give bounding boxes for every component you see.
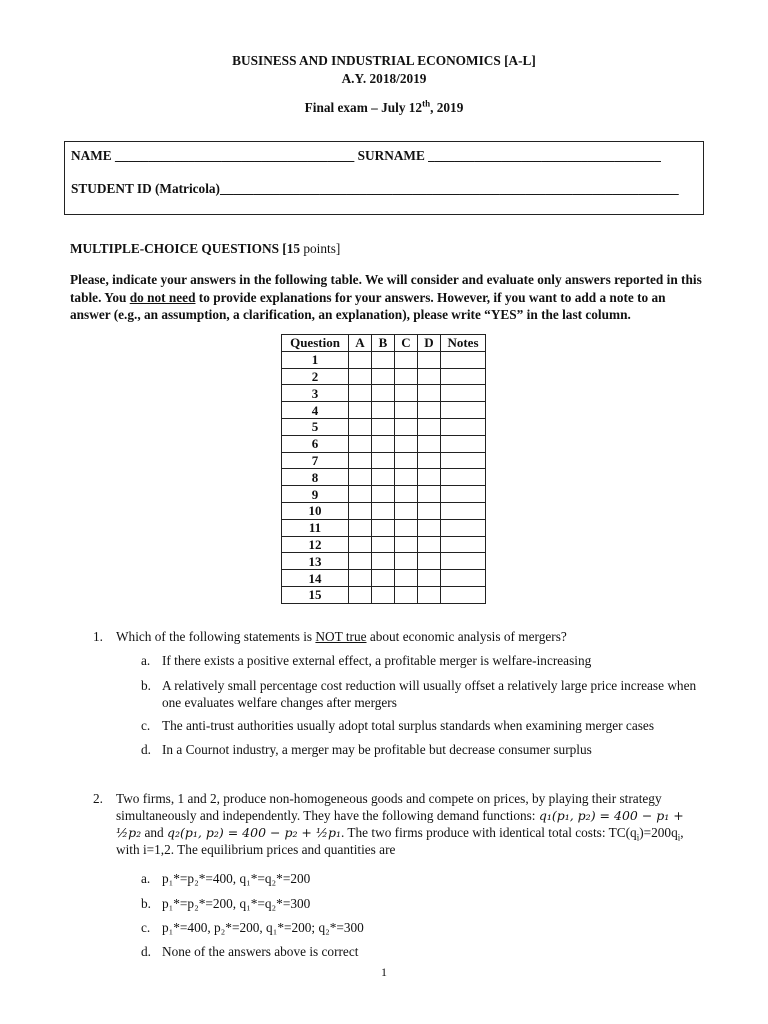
- answer-row: [282, 402, 486, 419]
- instructions-underlined: do not need: [129, 289, 196, 305]
- header-notes: Notes: [441, 335, 486, 352]
- answer-cell-d[interactable]: [418, 452, 441, 469]
- answer-cell-d[interactable]: [418, 385, 441, 402]
- q1-stem-prefix: Which of the following statements is: [116, 629, 316, 644]
- answer-row: [282, 486, 486, 503]
- q2-stem-line4: with i=1,2. The equilibrium prices and quantities are: [116, 842, 396, 857]
- student-info-box: [64, 141, 704, 215]
- answer-cell-c[interactable]: [395, 536, 418, 553]
- answer-cell-b[interactable]: [372, 452, 395, 469]
- answer-cell-a[interactable]: [349, 536, 372, 553]
- q2-option-a-letter: a.: [141, 871, 151, 886]
- answer-cell-d[interactable]: [418, 418, 441, 435]
- q2-option-b: [141, 895, 703, 912]
- answer-cell-b[interactable]: [372, 570, 395, 587]
- answer-table-header: [282, 335, 486, 352]
- answer-cell-c[interactable]: [395, 385, 418, 402]
- notes-cell[interactable]: [441, 385, 486, 402]
- answer-cell-b[interactable]: [372, 435, 395, 452]
- answer-cell-a[interactable]: [349, 351, 372, 368]
- header-question: Question: [282, 335, 349, 352]
- answer-cell-d[interactable]: [418, 502, 441, 519]
- answer-row-question-number: 5: [282, 418, 349, 435]
- answer-cell-a[interactable]: [349, 553, 372, 570]
- q2-option-d-letter: d.: [141, 944, 151, 959]
- q2-demand1-b: ½p₂: [116, 825, 142, 840]
- answer-cell-b[interactable]: [372, 486, 395, 503]
- academic-year: A.Y. 2018/2019: [341, 71, 427, 86]
- q1-stem-suffix: about economic analysis of mergers?: [366, 629, 567, 644]
- q2-option-d: [141, 943, 703, 960]
- q2-and-word: and: [141, 825, 167, 840]
- q2-option-c-letter: c.: [141, 920, 151, 935]
- answer-cell-c[interactable]: [395, 351, 418, 368]
- answer-cell-c[interactable]: [395, 435, 418, 452]
- mcq-section-title: [70, 241, 340, 257]
- answer-cell-a[interactable]: [349, 570, 372, 587]
- answer-row-question-number: 14: [282, 570, 349, 587]
- answer-row: [282, 553, 486, 570]
- answer-cell-a[interactable]: [349, 368, 372, 385]
- answer-cell-b[interactable]: [372, 536, 395, 553]
- answer-row-question-number: 10: [282, 502, 349, 519]
- answer-cell-a[interactable]: [349, 435, 372, 452]
- answer-row-question-number: 4: [282, 402, 349, 419]
- answer-cell-d[interactable]: [418, 486, 441, 503]
- q2-option-b-text: p₁*=p₂*=200, q₁*=q₂*=300: [162, 896, 311, 911]
- q1-option-a-text: If there exists a positive external effect, a profitable merger is welfare-increasing: [162, 653, 592, 668]
- notes-cell[interactable]: [441, 418, 486, 435]
- q2-option-a-text: p₁*=p₂*=400, q₁*=q₂*=200: [162, 871, 311, 886]
- answer-cell-d[interactable]: [418, 469, 441, 486]
- q1-option-c-text: The anti-trust authorities usually adopt total surplus standards when examining merger cases: [162, 718, 654, 733]
- answer-cell-b[interactable]: [372, 402, 395, 419]
- answer-cell-b[interactable]: [372, 351, 395, 368]
- notes-cell[interactable]: [441, 536, 486, 553]
- answer-row: [282, 586, 486, 603]
- q1-option-d-letter: d.: [141, 742, 151, 757]
- answer-row-question-number: 9: [282, 486, 349, 503]
- instructions-part1: Please, indicate your answers in the following table. We will consider and evaluate only answers reported in this table. You: [70, 272, 702, 305]
- exam-date-prefix: Final exam – July 12: [304, 100, 423, 115]
- q2-costs-sub2: i: [677, 832, 681, 843]
- answer-cell-a[interactable]: [349, 519, 372, 536]
- answer-cell-c[interactable]: [395, 586, 418, 603]
- q2-stem-line2-wrap: [116, 807, 703, 824]
- answer-cell-d[interactable]: [418, 368, 441, 385]
- notes-cell[interactable]: [441, 435, 486, 452]
- answer-row-question-number: 7: [282, 452, 349, 469]
- question-1: [93, 628, 703, 645]
- q1-option-a: [141, 652, 703, 669]
- answer-cell-c[interactable]: [395, 469, 418, 486]
- answer-cell-a[interactable]: [349, 385, 372, 402]
- q2-option-d-text: None of the answers above is correct: [162, 944, 359, 959]
- answer-row: [282, 570, 486, 587]
- q2-option-b-letter: b.: [141, 896, 151, 911]
- q2-costs-sub: i: [636, 832, 640, 843]
- notes-cell[interactable]: [441, 553, 486, 570]
- answer-cell-b[interactable]: [372, 469, 395, 486]
- exam-date-suffix: , 2019: [430, 100, 464, 115]
- q1-stem-underlined: NOT true: [315, 629, 367, 644]
- course-title: BUSINESS AND INDUSTRIAL ECONOMICS [A-L]: [232, 53, 536, 68]
- answer-cell-c[interactable]: [395, 502, 418, 519]
- answer-row: [282, 368, 486, 385]
- q2-option-c-text: p₁*=400, p₂*=200, q₁*=200; q₂*=300: [162, 920, 364, 935]
- exam-header: [0, 52, 768, 117]
- answer-row: [282, 351, 486, 368]
- notes-cell[interactable]: [441, 502, 486, 519]
- answer-row-question-number: 12: [282, 536, 349, 553]
- answer-row: [282, 452, 486, 469]
- answer-table-body: [282, 351, 486, 603]
- notes-cell[interactable]: [441, 586, 486, 603]
- answer-row-question-number: 13: [282, 553, 349, 570]
- answer-cell-c[interactable]: [395, 452, 418, 469]
- header-d: D: [418, 335, 441, 352]
- answer-row-question-number: 3: [282, 385, 349, 402]
- q2-option-c: [141, 919, 703, 936]
- notes-cell[interactable]: [441, 469, 486, 486]
- question-2: [93, 790, 703, 858]
- exam-date-sup: th: [422, 98, 431, 109]
- answer-cell-c[interactable]: [395, 418, 418, 435]
- name-surname-line[interactable]: NAME ____________________________________ SURNAME ___________________________________: [71, 148, 661, 163]
- answer-row: [282, 469, 486, 486]
- answer-cell-d[interactable]: [418, 570, 441, 587]
- q2-option-a: [141, 870, 703, 887]
- q1-option-c: [141, 717, 703, 734]
- q1-option-d-text: In a Cournot industry, a merger may be profitable but decrease consumer surplus: [162, 742, 592, 757]
- notes-cell[interactable]: [441, 351, 486, 368]
- answer-cell-b[interactable]: [372, 553, 395, 570]
- answer-row-question-number: 11: [282, 519, 349, 536]
- q2-stem-line3-wrap: [116, 824, 703, 841]
- answer-cell-a[interactable]: [349, 586, 372, 603]
- q2-stem-line1: Two firms, 1 and 2, produce non-homogeneous goods and compete on prices, by playing their strategy: [116, 791, 662, 806]
- notes-cell[interactable]: [441, 368, 486, 385]
- answer-cell-b[interactable]: [372, 586, 395, 603]
- student-id-line[interactable]: STUDENT ID (Matricola)_____________________________________________________________________: [71, 181, 679, 196]
- question-2-stem: [116, 790, 703, 858]
- answer-cell-a[interactable]: [349, 469, 372, 486]
- q2-costs-end: )=200q: [639, 825, 678, 840]
- answer-row-question-number: 15: [282, 586, 349, 603]
- q2-demand2: q₂(p₁, p₂) = 400 − p₂ + ½p₁: [167, 825, 341, 840]
- q1-option-a-letter: a.: [141, 653, 151, 668]
- header-b: B: [372, 335, 395, 352]
- answer-cell-d[interactable]: [418, 519, 441, 536]
- notes-cell[interactable]: [441, 452, 486, 469]
- q1-option-d: [141, 741, 703, 758]
- question-1-number: 1.: [93, 629, 103, 644]
- answer-cell-a[interactable]: [349, 502, 372, 519]
- header-c: C: [395, 335, 418, 352]
- question-1-stem: [116, 628, 703, 645]
- answer-row: [282, 502, 486, 519]
- header-a: A: [349, 335, 372, 352]
- notes-cell[interactable]: [441, 402, 486, 419]
- mcq-title-prefix: MULTIPLE-CHOICE QUESTIONS [: [70, 241, 287, 256]
- answer-cell-d[interactable]: [418, 553, 441, 570]
- answer-cell-c[interactable]: [395, 402, 418, 419]
- q1-option-c-letter: c.: [141, 718, 151, 733]
- answer-row-question-number: 6: [282, 435, 349, 452]
- answer-cell-a[interactable]: [349, 418, 372, 435]
- q1-option-b: [141, 677, 703, 711]
- answer-cell-b[interactable]: [372, 502, 395, 519]
- answer-cell-a[interactable]: [349, 402, 372, 419]
- notes-cell[interactable]: [441, 486, 486, 503]
- answer-row-question-number: 8: [282, 469, 349, 486]
- q1-option-b-letter: b.: [141, 678, 151, 693]
- answer-table: [281, 334, 486, 604]
- answer-cell-d[interactable]: [418, 351, 441, 368]
- answer-cell-c[interactable]: [395, 486, 418, 503]
- q2-costs-text: . The two firms produce with identical total costs: TC(q: [341, 825, 637, 840]
- notes-cell[interactable]: [441, 570, 486, 587]
- answer-row: [282, 519, 486, 536]
- answer-cell-d[interactable]: [418, 586, 441, 603]
- answer-cell-c[interactable]: [395, 553, 418, 570]
- instructions-part2: to provide explanations for your answers. However, if you want to add a note to an answer (e.g., an assumption, a clarification, an explanation), please write “YES” in the last column.: [70, 289, 666, 322]
- answer-cell-d[interactable]: [418, 435, 441, 452]
- answer-cell-b[interactable]: [372, 418, 395, 435]
- answer-row: [282, 435, 486, 452]
- notes-cell[interactable]: [441, 519, 486, 536]
- answer-cell-b[interactable]: [372, 519, 395, 536]
- q1-option-b-text: A relatively small percentage cost reduction will usually offset a relatively large price increase when one evaluates welfare changes after mergers: [162, 678, 697, 710]
- answer-cell-a[interactable]: [349, 452, 372, 469]
- mcq-points-suffix: points]: [300, 241, 341, 256]
- answer-row: [282, 385, 486, 402]
- answer-cell-a[interactable]: [349, 486, 372, 503]
- answer-cell-c[interactable]: [395, 519, 418, 536]
- answer-cell-b[interactable]: [372, 385, 395, 402]
- q2-costs-tail: ,: [680, 825, 684, 840]
- answer-row-question-number: 1: [282, 351, 349, 368]
- q2-stem-line2: simultaneously and independently. They have the following demand functions:: [116, 808, 539, 823]
- answer-row: [282, 536, 486, 553]
- question-2-number: 2.: [93, 791, 103, 806]
- answer-cell-d[interactable]: [418, 402, 441, 419]
- answer-cell-d[interactable]: [418, 536, 441, 553]
- answer-cell-c[interactable]: [395, 368, 418, 385]
- exam-date: [0, 99, 768, 117]
- answer-row: [282, 418, 486, 435]
- mcq-points-number: 15: [286, 241, 301, 256]
- answer-cell-b[interactable]: [372, 368, 395, 385]
- answer-cell-c[interactable]: [395, 570, 418, 587]
- page-number: 1: [381, 965, 387, 979]
- q2-demand1-a: q₁(p₁, p₂) = 400 − p₁ +: [538, 808, 684, 823]
- answer-row-question-number: 2: [282, 368, 349, 385]
- instructions: [70, 271, 702, 324]
